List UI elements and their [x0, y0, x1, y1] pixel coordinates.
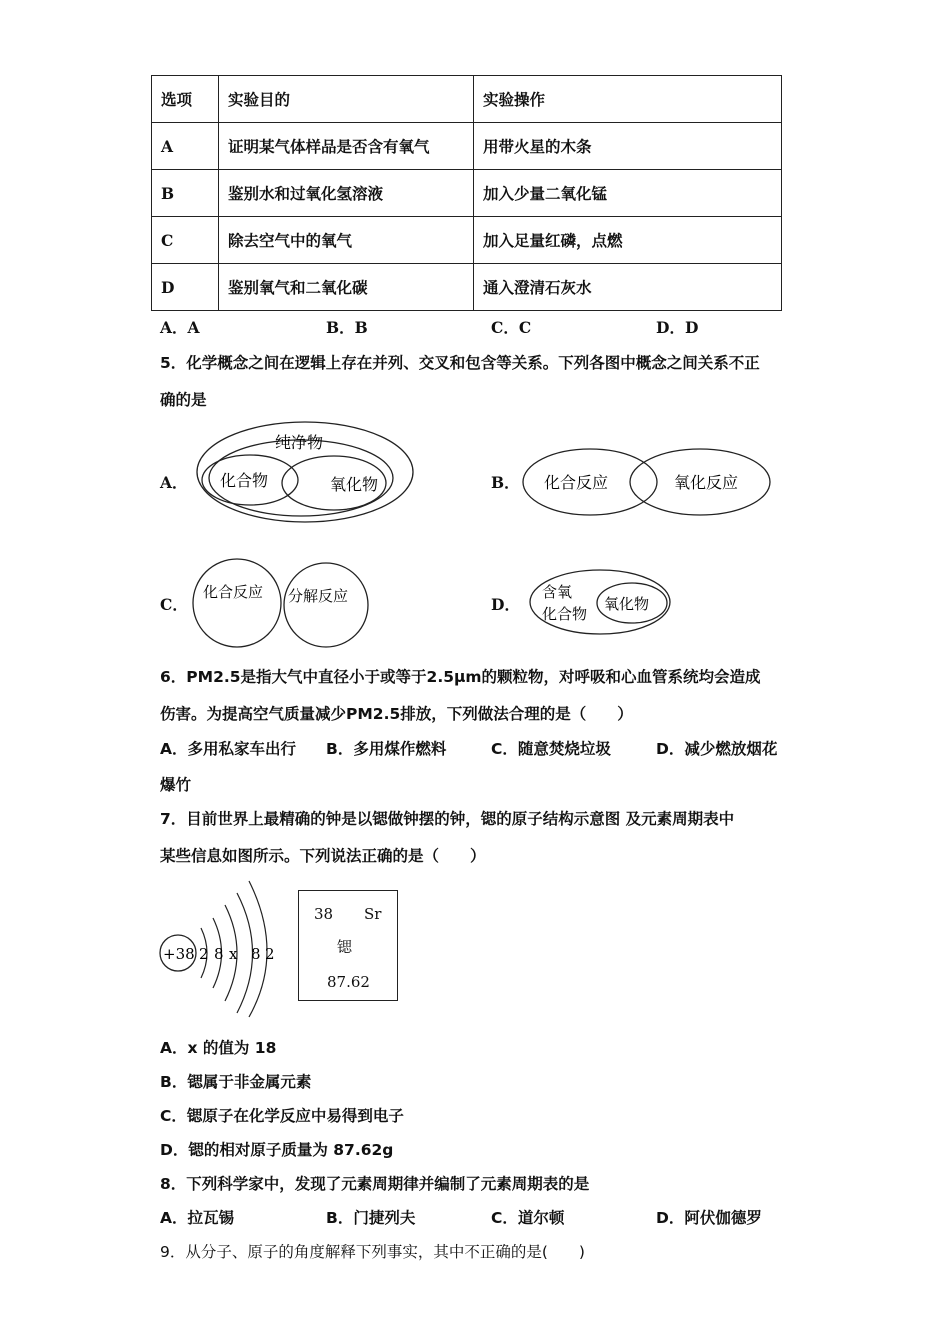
q6-choice-b[interactable]: B．多用煤作燃料	[326, 740, 447, 758]
q6-stem-line1: 6．PM2.5是指大气中直径小于或等于2.5μm的颗粒物，对呼吸和心血管系统均会造成	[160, 668, 761, 686]
diagram-d	[528, 567, 678, 639]
diagram-c	[190, 555, 380, 655]
shell-1-electrons: 2	[199, 945, 209, 963]
q7-choice-b[interactable]: B．锶属于非金属元素	[160, 1073, 312, 1091]
table-cell-operation: 通入澄清石灰水	[474, 264, 782, 311]
shell-3-electrons: x	[229, 945, 238, 963]
diagram-b	[520, 445, 775, 520]
diagram-d-inner-label: 氧化物	[604, 595, 650, 613]
q5-stem-line1: 5．化学概念之间在逻辑上存在并列、交叉和包含等关系。下列各图中概念之间关系不正	[160, 354, 760, 372]
table-header: 实验操作	[474, 76, 782, 123]
element-symbol: Sr	[364, 905, 382, 923]
table-cell-operation: 加入足量红磷，点燃	[474, 217, 782, 264]
q7-stem-line1: 7．目前世界上最精确的钟是以锶做钟摆的钟，锶的原子结构示意图 及元素周期表中	[160, 810, 735, 828]
table-cell-option: D	[152, 264, 219, 311]
table-cell-purpose: 除去空气中的氧气	[219, 217, 474, 264]
q5-choice-d-label[interactable]: D．	[491, 595, 520, 614]
diagram-a	[190, 418, 420, 528]
q5-choice-c-label[interactable]: C．	[160, 595, 188, 614]
diagram-a-left-label: 化合物	[220, 471, 269, 490]
q5-stem-line2: 确的是	[160, 391, 207, 409]
table-header-row	[152, 76, 782, 123]
table-cell-option: B	[152, 170, 219, 217]
table-row	[152, 170, 782, 217]
diagram-a-outer-label: 纯净物	[275, 433, 324, 452]
table-cell-option: A	[152, 123, 219, 170]
diagram-c-right-label: 分解反应	[288, 587, 349, 605]
table-cell-option: C	[152, 217, 219, 264]
q6-choice-c[interactable]: C．随意焚烧垃圾	[491, 740, 611, 758]
q7-choice-a[interactable]: A．x 的值为 18	[160, 1039, 277, 1057]
q6-choice-a[interactable]: A．多用私家车出行	[160, 740, 296, 758]
q8-choice-a[interactable]: A．拉瓦锡	[160, 1209, 234, 1227]
table-row	[152, 217, 782, 264]
shell-4-electrons: 8	[251, 945, 261, 963]
diagram-c-left-label: 化合反应	[203, 583, 264, 601]
diagram-d-outer-label-1: 含氧	[542, 583, 573, 601]
atomic-number: 38	[314, 905, 334, 923]
table-cell-purpose: 证明某气体样品是否含有氧气	[219, 123, 474, 170]
q8-stem: 8．下列科学家中，发现了元素周期律并编制了元素周期表的是	[160, 1175, 590, 1193]
element-name: 锶	[337, 938, 353, 956]
q4-choice-a[interactable]: A．A	[160, 318, 200, 337]
q5-choice-b-label[interactable]: B．	[491, 473, 520, 492]
q8-choice-d[interactable]: D．阿伏伽德罗	[656, 1209, 762, 1227]
table-cell-operation: 加入少量二氧化锰	[474, 170, 782, 217]
periodic-table-cell	[298, 890, 398, 1001]
q7-choice-d[interactable]: D．锶的相对原子质量为 87.62g	[160, 1141, 394, 1159]
experiment-table	[151, 75, 782, 311]
table-header: 实验目的	[219, 76, 474, 123]
table-row	[152, 264, 782, 311]
q6-stem-line2: 伤害。为提高空气质量减少PM2.5排放，下列做法合理的是（ ）	[160, 705, 633, 723]
table-row	[152, 123, 782, 170]
atomic-structure-diagram	[155, 875, 285, 1020]
diagram-d-outer-label-2: 化合物	[542, 605, 588, 623]
q8-choice-b[interactable]: B．门捷列夫	[326, 1209, 416, 1227]
nucleus-charge: +38	[163, 945, 195, 963]
q5-choice-a-label[interactable]: A．	[160, 473, 188, 492]
q6-choice-d-continued: 爆竹	[160, 776, 192, 794]
q9-stem: 9．从分子、原子的角度解释下列事实，其中不正确的是( )	[160, 1243, 585, 1261]
shell-5-electrons: 2	[265, 945, 275, 963]
table-header: 选项	[152, 76, 219, 123]
diagram-b-left-label: 化合反应	[544, 473, 609, 492]
q4-choice-b[interactable]: B．B	[326, 318, 368, 337]
q7-choice-c[interactable]: C．锶原子在化学反应中易得到电子	[160, 1107, 404, 1125]
q4-choice-c[interactable]: C．C	[491, 318, 532, 337]
q8-choice-c[interactable]: C．道尔顿	[491, 1209, 565, 1227]
shell-2-electrons: 8	[214, 945, 224, 963]
diagram-a-right-label: 氧化物	[330, 475, 379, 494]
atomic-mass: 87.62	[327, 973, 370, 991]
table-cell-purpose: 鉴别水和过氧化氢溶液	[219, 170, 474, 217]
q6-choice-d[interactable]: D．减少燃放烟花	[656, 740, 778, 758]
diagram-b-right-label: 氧化反应	[674, 473, 739, 492]
q7-stem-line2: 某些信息如图所示。下列说法正确的是（ ）	[160, 847, 486, 865]
q4-choice-d[interactable]: D．D	[656, 318, 699, 337]
table-cell-operation: 用带火星的木条	[474, 123, 782, 170]
table-cell-purpose: 鉴别氧气和二氧化碳	[219, 264, 474, 311]
